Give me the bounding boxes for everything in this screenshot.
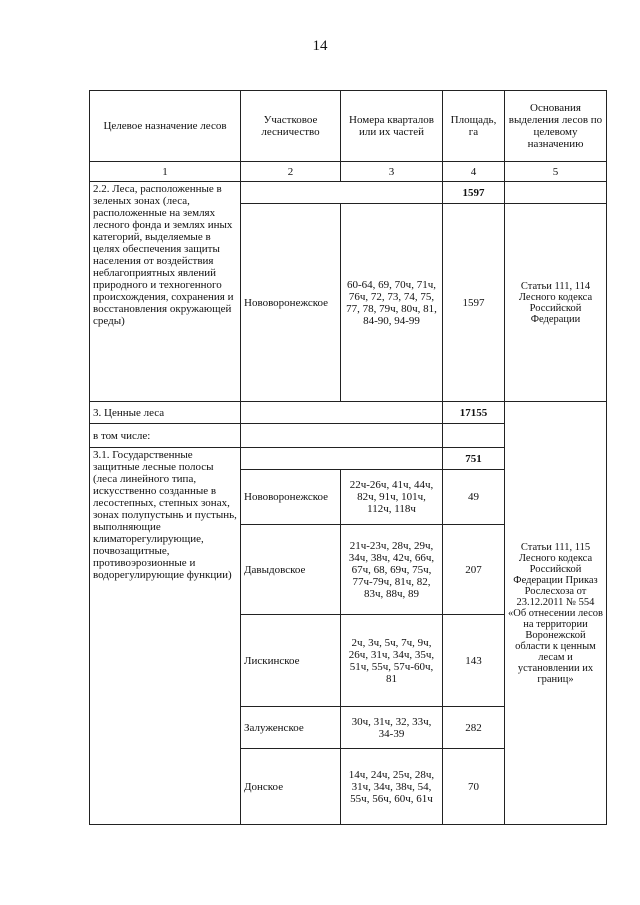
- forestry-cell: Давыдовское: [241, 525, 341, 615]
- area-cell: 143: [443, 615, 505, 707]
- column-number: 2: [241, 162, 341, 182]
- forest-purpose-table: [89, 90, 607, 825]
- section-3-total: 17155: [443, 402, 505, 424]
- area-cell: 282: [443, 707, 505, 749]
- area-cell: 1597: [443, 204, 505, 402]
- quarters-cell: 2ч, 3ч, 5ч, 7ч, 9ч, 26ч, 31ч, 34ч, 35ч, 51ч, 55ч, 57ч-60ч, 81: [341, 615, 443, 707]
- forestry-cell: Донское: [241, 749, 341, 825]
- area-cell: 70: [443, 749, 505, 825]
- empty-cell: [241, 182, 443, 204]
- empty-cell: [443, 424, 505, 448]
- column-number-row: [90, 162, 607, 182]
- table-row: [90, 182, 607, 204]
- quarters-cell: 60-64, 69, 70ч, 71ч, 76ч, 72, 73, 74, 75, 77, 78, 79ч, 80ч, 81, 84-90, 94-99: [341, 204, 443, 402]
- section-31-title: 3.1. Государственные защитные лесные полосы (леса линейного типа, искусственно созданные в лесостепных, степных зонах, зонах полупустынь и пустынь, выполняющие климаторегулирующие, почвозащитные, противоэрозионные и водорегулирующие функции): [90, 448, 241, 825]
- table-header-row: [90, 91, 607, 162]
- quarters-cell: 14ч, 24ч, 25ч, 28ч, 31ч, 34ч, 38ч, 54, 55ч, 56ч, 60ч, 61ч: [341, 749, 443, 825]
- section-3-title: 3. Ценные леса: [90, 402, 241, 424]
- area-cell: 49: [443, 470, 505, 525]
- page-number: 14: [312, 38, 328, 54]
- basis-cell: Статьи 111, 114 Лесного кодекса Российской Федерации: [505, 204, 607, 402]
- forestry-cell: Залуженское: [241, 707, 341, 749]
- header-area: Площадь, га: [443, 91, 505, 162]
- quarters-cell: 21ч-23ч, 28ч, 29ч, 34ч, 38ч, 42ч, 66ч, 67ч, 68, 69ч, 75ч, 77ч-79ч, 81ч, 82, 83ч, 88ч, 89: [341, 525, 443, 615]
- section-31-basis: Статьи 111, 115 Лесного кодекса Российской Федерации Приказ Рослесхоза от 23.12.2011 № 554 «Об отнесении лесов на территории Воронежской области к ценным лесам и установлении их границ»: [505, 402, 607, 825]
- header-quarters: Номера кварталов или их частей: [341, 91, 443, 162]
- header-basis: Основания выделения лесов по целевому назначению: [505, 91, 607, 162]
- column-number: 3: [341, 162, 443, 182]
- empty-cell: [241, 424, 443, 448]
- column-number: 5: [505, 162, 607, 182]
- area-cell: 207: [443, 525, 505, 615]
- empty-cell: [505, 182, 607, 204]
- section-22-total: 1597: [443, 182, 505, 204]
- empty-cell: [241, 448, 443, 470]
- quarters-cell: 22ч-26ч, 41ч, 44ч, 82ч, 91ч, 101ч, 112ч, 118ч: [341, 470, 443, 525]
- table-row: [90, 402, 607, 424]
- forestry-cell: Лискинское: [241, 615, 341, 707]
- quarters-cell: 30ч, 31ч, 32, 33ч, 34-39: [341, 707, 443, 749]
- column-number: 4: [443, 162, 505, 182]
- section-31-total: 751: [443, 448, 505, 470]
- empty-cell: [241, 402, 443, 424]
- forestry-cell: Нововоронежское: [241, 204, 341, 402]
- header-purpose: Целевое назначение лесов: [90, 91, 241, 162]
- header-forestry: Участковое лесничество: [241, 91, 341, 162]
- forestry-cell: Нововоронежское: [241, 470, 341, 525]
- column-number: 1: [90, 162, 241, 182]
- including-label: в том числе:: [90, 424, 241, 448]
- section-22-title: 2.2. Леса, расположенные в зеленых зонах (леса, расположенные на землях лесного фонда и землях иных категорий, выделяемые в целях обеспечения защиты населения от воздействия неблагоприятных явлений природного и техногенного происхождения, сохранения и восстановления окружающей среды): [90, 182, 241, 402]
